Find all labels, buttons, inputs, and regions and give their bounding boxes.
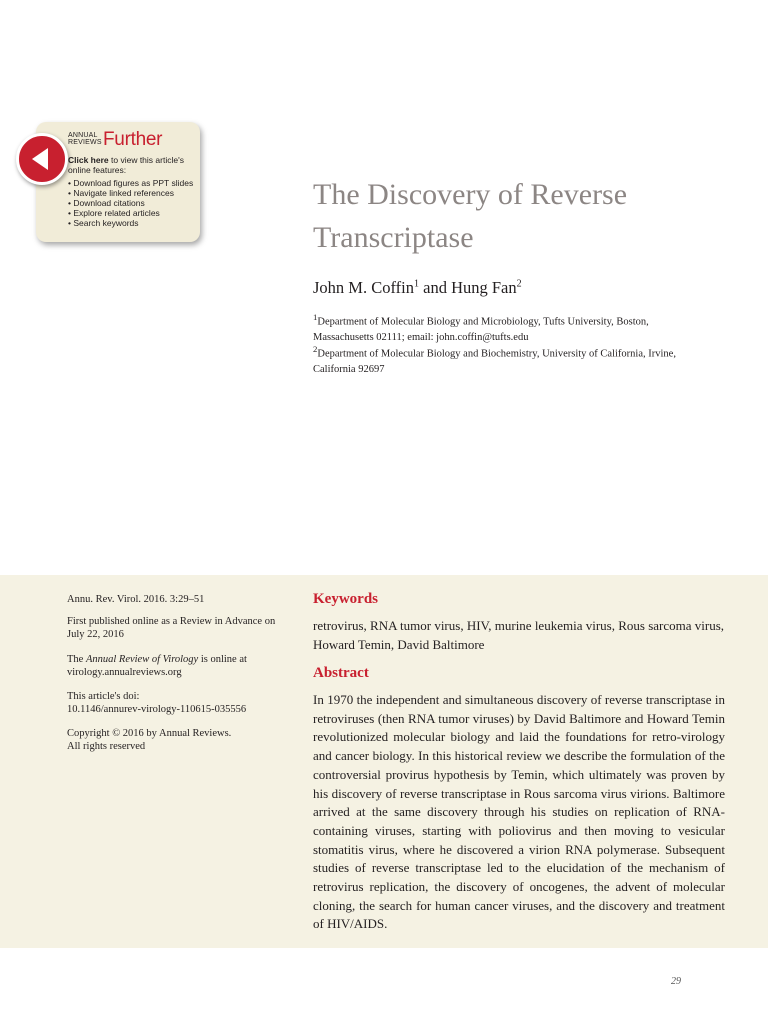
feature-item[interactable]: • Download figures as PPT slides <box>68 178 193 188</box>
journal-name: Annual Review of Virology <box>85 654 199 665</box>
first-published: First published online as a Review in Advance on July 22, 2016 <box>67 616 276 640</box>
affiliation-1 <box>313 310 693 345</box>
click-rest: to view this article's online features: <box>68 155 184 175</box>
logo-line1: ANNUAL <box>68 132 98 139</box>
online-at <box>67 653 289 679</box>
logo-line2: REVIEWS <box>68 139 102 146</box>
page-number: 29 <box>671 976 681 987</box>
author-name: Hung Fan <box>451 278 517 297</box>
feature-item[interactable]: • Explore related articles <box>68 208 193 218</box>
abstract-text: In 1970 the independent and simultaneous discovery of reverse transcriptase in retroviruses (then RNA tumor viruses) by David Baltimore and Howard Temin revolutionized molecular biology and laid the foundations for retro-virology and cancer biology. In this historical review we describe the formulation of the controversial provirus hypothesis by Temin, which ultimately was proven by his discovery of reverse transcriptase in Rous sarcoma virus virions. Baltimore arrived at the same discovery through his studies on replication of RNA-containing viruses, starting with poliovirus and then moving to vesicular stomatitis virus, where he discovered a virion RNA polymerase. Subsequent studies of reverse transcriptase led to the elucidation of the mechanism of retrovirus replication, the discovery of oncogenes, the advent of molecular cloning, the search for human cancer viruses, and the discovery and treatment of HIV/AIDS. <box>313 692 725 932</box>
keywords-heading: Keywords <box>313 591 378 607</box>
affiliation-text: Department of Molecular Biology and Microbiology, Tufts University, Boston, Massachusetts 02111; email: john.coffin@tufts.edu <box>313 316 649 343</box>
back-arrow-icon <box>19 136 65 182</box>
further-back-button[interactable] <box>16 133 68 185</box>
feature-item[interactable]: • Search keywords <box>68 218 193 228</box>
abstract-heading: Abstract <box>313 665 369 681</box>
further-box[interactable] <box>36 122 200 242</box>
further-feature-list <box>68 178 193 228</box>
authors-line <box>313 278 522 298</box>
affiliation-text: Department of Molecular Biology and Biochemistry, University of California, Irvine, California 92697 <box>313 348 676 375</box>
doi-label: This article's doi: <box>67 691 140 702</box>
affiliation-sup: 2 <box>313 344 318 354</box>
author-name: John M. Coffin <box>313 278 414 297</box>
further-click-text <box>68 155 196 175</box>
doi-block <box>67 690 289 716</box>
click-here-link[interactable]: Click here <box>68 155 109 165</box>
annual-reviews-logo <box>68 132 102 146</box>
copyright: Copyright © 2016 by Annual Reviews. <box>67 728 232 739</box>
feature-item[interactable]: • Download citations <box>68 198 193 208</box>
keywords-text: retrovirus, RNA tumor virus, HIV, murine leukemia virus, Rous sarcoma virus, Howard Temin, David Baltimore <box>313 618 725 652</box>
article-title: The Discovery of Reverse Transcriptase <box>313 178 628 254</box>
author-join: and <box>419 278 452 297</box>
doi-link[interactable]: 10.1146/annurev-virology-110615-035556 <box>67 704 247 715</box>
rights: All rights reserved <box>67 741 146 752</box>
copyright-block <box>67 727 289 753</box>
affiliation-sup: 1 <box>313 312 318 322</box>
feature-item[interactable]: • Navigate linked references <box>68 188 193 198</box>
further-title: Further <box>103 129 163 150</box>
online-post: is online at virology.annualreviews.org <box>67 654 247 678</box>
affiliation-2 <box>313 342 693 377</box>
author-sup: 2 <box>516 278 522 290</box>
citation: Annu. Rev. Virol. 2016. 3:29–51 <box>67 594 205 605</box>
online-pre: The <box>67 654 86 665</box>
author-sup: 1 <box>414 278 419 290</box>
